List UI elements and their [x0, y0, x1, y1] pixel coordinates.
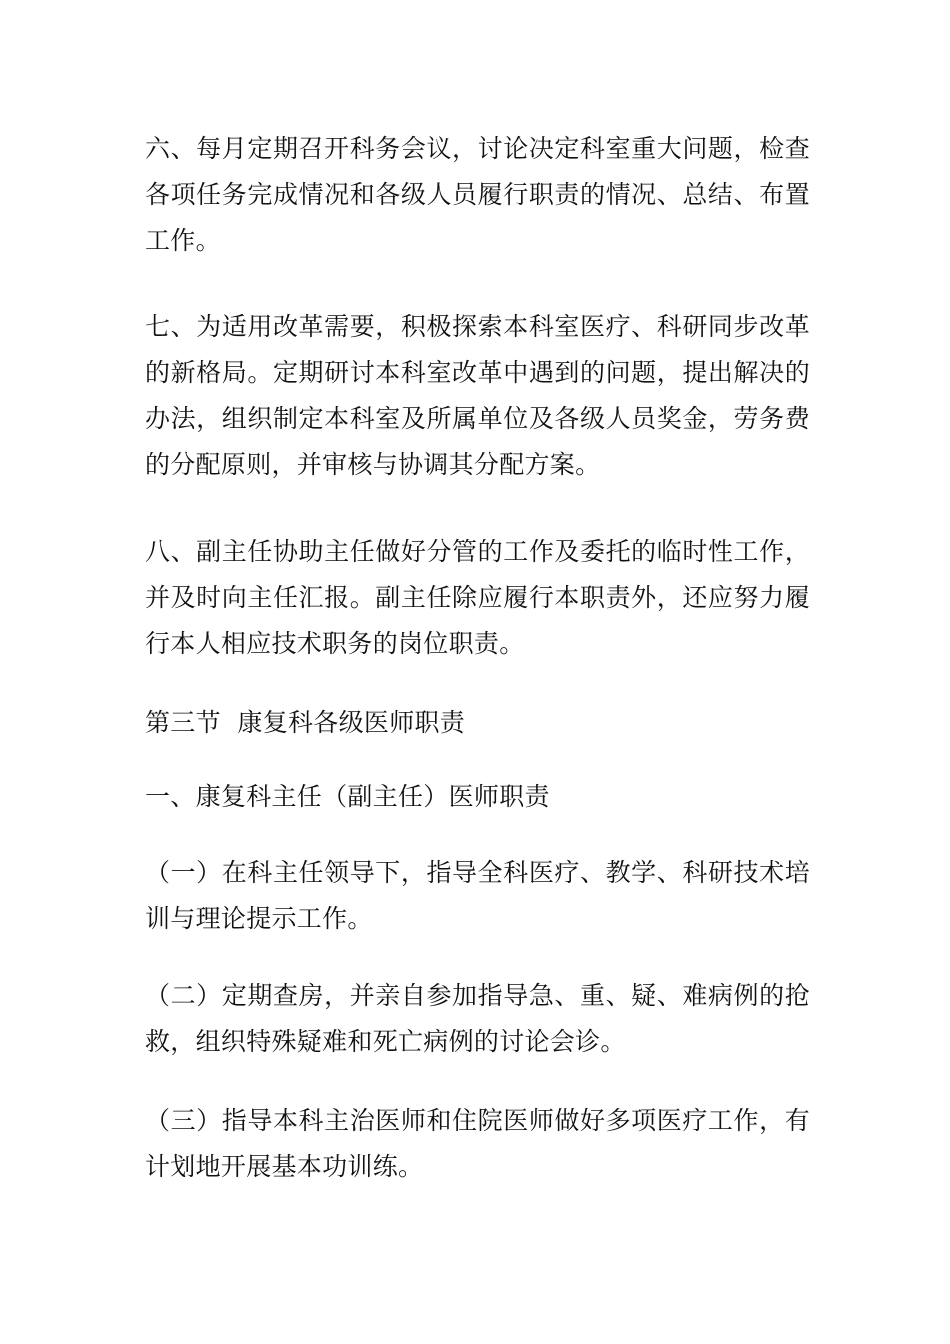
- item-three: （三）指导本科主治医师和住院医师做好多项医疗工作，有计划地开展基本功训练。: [145, 1106, 810, 1181]
- sub-heading: 一、康复科主任（副主任）医师职责: [145, 782, 550, 811]
- paragraph-six: 六、每月定期召开科务会议，讨论决定科室重大问题，检查各项任务完成情况和各级人员履行职责的情况、总结、布置工作。: [145, 134, 810, 255]
- item-two: （二）定期查房，并亲自参加指导急、重、疑、难病例的抢救，组织特殊疑难和死亡病例的讨论会诊。: [145, 981, 810, 1056]
- item-one: （一）在科主任领导下，指导全科医疗、教学、科研技术培训与理论提示工作。: [145, 858, 810, 933]
- section-heading: 第三节 康复科各级医师职责: [145, 708, 466, 737]
- paragraph-seven: 七、为适用改革需要，积极探索本科室医疗、科研同步改革的新格局。定期研讨本科室改革中遇到的问题，提出解决的办法，组织制定本科室及所属单位及各级人员奖金，劳务费的分配原则，并审核与协调其分配方案。: [145, 312, 810, 479]
- paragraph-eight: 八、副主任协助主任做好分管的工作及委托的临时性工作，并及时向主任汇报。副主任除应履行本职责外，还应努力履行本人相应技术职务的岗位职责。: [145, 537, 810, 658]
